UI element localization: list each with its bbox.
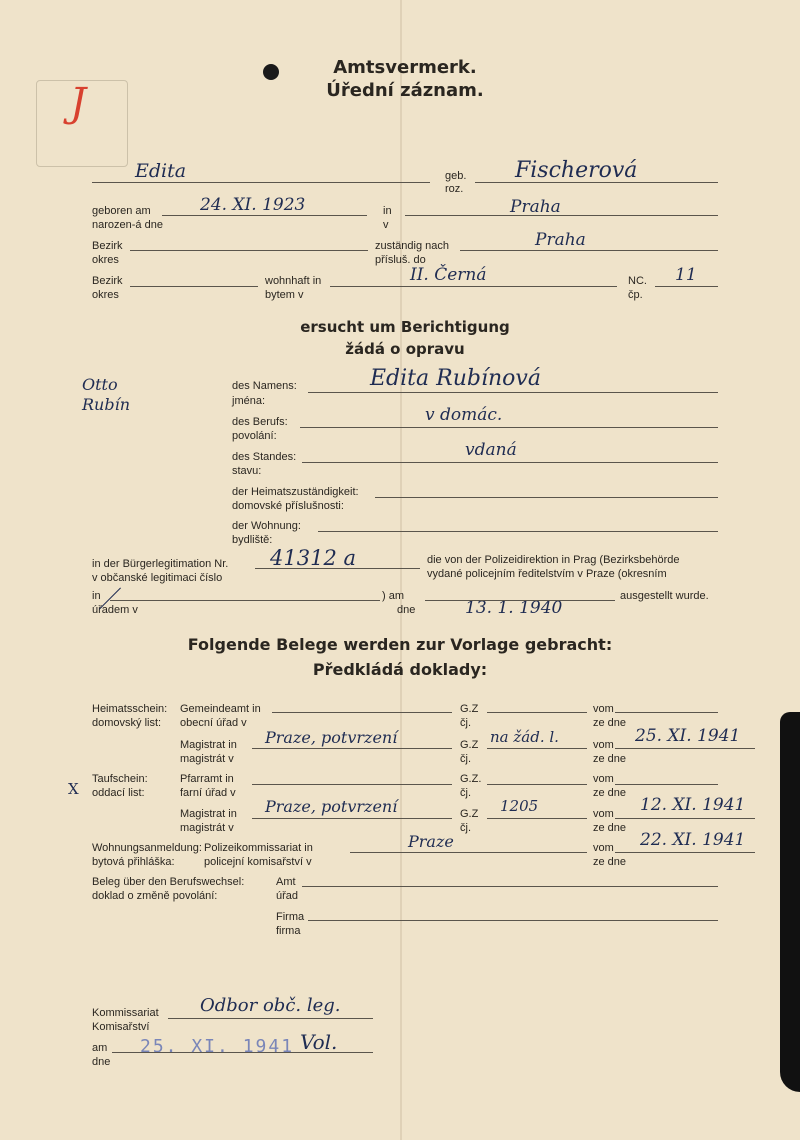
- request-heading-de: ersucht um Berichtigung: [300, 318, 510, 336]
- oddaci-label: oddací list:: [92, 787, 145, 799]
- margin-note-2: Rubín: [82, 395, 131, 414]
- occupation-line: [300, 427, 718, 428]
- ze-dne-label-2: ze dne: [593, 753, 627, 765]
- pfarramt-line: [252, 784, 452, 785]
- documents-heading-cs: Předkládá doklady:: [312, 660, 488, 679]
- gz-line-1: [487, 712, 587, 713]
- documents-heading-de: Folgende Belege werden zur Vorlage gebracht:: [187, 635, 613, 654]
- gz-line-4: [487, 818, 587, 819]
- wohnung-line: [318, 531, 718, 532]
- vom-line-2: [615, 748, 755, 749]
- wohnung-anm-label: Wohnungsanmeldung:: [92, 842, 202, 854]
- policejni-label: policejní komisařství v: [204, 856, 312, 868]
- vom-value-3: 22. XI. 1941: [640, 830, 746, 850]
- magistrat-label-cs-1: magistrát v: [180, 753, 234, 765]
- firma-label-de: Firma: [276, 911, 305, 923]
- date-stamp: 25. XI. 1941: [140, 1036, 295, 1057]
- paper-fold: [400, 0, 402, 1140]
- issued-date-value: 13. 1. 1940: [465, 598, 563, 618]
- wohnhaft-label: wohnhaft in: [265, 275, 322, 287]
- magistrat-value-2: Praze, potvrzení: [265, 797, 398, 816]
- footer-dne-label: dne: [92, 1056, 111, 1068]
- cj-label-2: čj.: [460, 753, 471, 765]
- x-mark: X: [68, 780, 79, 798]
- born-label-cs: narozen-á dne: [92, 219, 163, 231]
- legit-number-value: 41312 a: [270, 546, 356, 570]
- birth-place-value: Praha: [510, 197, 561, 217]
- komm-line: [168, 1018, 373, 1019]
- povolani-label: povolání:: [232, 430, 277, 442]
- red-letter-mark: J: [70, 80, 87, 126]
- cj-label-3: čj.: [460, 787, 471, 799]
- doklad-label: doklad o změně povolání:: [92, 890, 218, 902]
- birth-date-value: 24. XI. 1923: [200, 195, 306, 215]
- gz-label-1: G.Z: [460, 703, 479, 715]
- komm-value: Odbor obč. leg.: [200, 995, 341, 1016]
- wohnung-label: der Wohnung:: [232, 520, 301, 532]
- domicile-value: Praha: [535, 230, 586, 250]
- magistrat-line-1: [252, 748, 452, 749]
- vom-label-4: vom: [593, 808, 614, 820]
- gz-value-2: 1205: [500, 797, 539, 815]
- punch-hole-dot: [263, 64, 279, 80]
- first-name-value: Edita: [135, 160, 187, 182]
- urad-label: úřad: [276, 890, 299, 902]
- domovske-label: domovské příslušnosti:: [232, 500, 344, 512]
- legit-dne-label: dne: [397, 604, 416, 616]
- status-value: vdaná: [465, 440, 517, 460]
- amt-label: Amt: [276, 876, 296, 888]
- vom-value-2: 12. XI. 1941: [640, 795, 746, 815]
- bydliste-label: bydliště:: [232, 534, 273, 546]
- legit-number-line: [255, 568, 420, 569]
- first-name-line: [92, 182, 430, 183]
- beleg-label: Beleg über den Berufswechsel:: [92, 876, 245, 888]
- berufs-label: des Berufs:: [232, 416, 288, 428]
- legit-in-line: [110, 600, 380, 601]
- gz-line-3: [487, 784, 587, 785]
- cj-label-1: čj.: [460, 717, 471, 729]
- birth-date-line: [162, 215, 367, 216]
- domicile-line: [460, 250, 718, 251]
- cj-label-4: čj.: [460, 822, 471, 834]
- gz-line-2: [487, 748, 587, 749]
- title-german: Amtsvermerk.: [333, 57, 477, 78]
- gemeindeamt-label: Gemeindeamt in: [180, 703, 261, 715]
- vom-line-5: [615, 852, 755, 853]
- okres-label: okres: [92, 254, 119, 266]
- domovsky-label: domovský list:: [92, 717, 162, 729]
- nc-label: NC.: [628, 275, 647, 287]
- ze-dne-label-4: ze dne: [593, 822, 627, 834]
- gz-label-3: G.Z.: [460, 773, 482, 785]
- torn-edge: [780, 712, 800, 1092]
- gz-label-4: G.Z: [460, 808, 479, 820]
- magistrat-line-2: [252, 818, 452, 819]
- maiden-name-line: [475, 182, 718, 183]
- name-value: Edita Rubínová: [370, 366, 541, 391]
- residence-line: [330, 286, 617, 287]
- komm-label-cs: Komisařství: [92, 1021, 150, 1033]
- ze-dne-label-5: ze dne: [593, 856, 627, 868]
- polizei-label: Polizeikommissariat in: [204, 842, 313, 854]
- bezirk-label: Bezirk: [92, 240, 123, 252]
- bezirk-line: [130, 250, 368, 251]
- polizei-value: Praze: [408, 832, 454, 851]
- geb-label: geb.: [445, 170, 467, 182]
- amt-line: [302, 886, 718, 887]
- magistrat-value-1: Praze, potvrzení: [265, 728, 398, 747]
- firma-label-cs: firma: [276, 925, 301, 937]
- vom-value-1: 25. XI. 1941: [635, 726, 741, 746]
- gemeindeamt-line: [272, 712, 452, 713]
- bezirk2-line: [130, 286, 258, 287]
- obecni-label: obecní úřad v: [180, 717, 247, 729]
- magistrat-label-de-2: Magistrat in: [180, 808, 237, 820]
- residence-value: II. Černá: [410, 265, 487, 285]
- bytem-label: bytem v: [265, 289, 304, 301]
- status-line: [302, 462, 718, 463]
- gz-value-1: na žád. l.: [490, 728, 559, 746]
- okres2-label: okres: [92, 289, 119, 301]
- legit-label-cs: v občanské legitimaci číslo: [92, 572, 223, 584]
- taufschein-label: Taufschein:: [92, 773, 148, 785]
- jmena-label: jména:: [232, 395, 266, 407]
- heimat-label: der Heimatszuständigkeit:: [232, 486, 359, 498]
- request-heading-cs: žádá o opravu: [345, 340, 465, 358]
- footer-am-label: am: [92, 1042, 108, 1054]
- heimatschein-label: Heimatsschein:: [92, 703, 168, 715]
- roz-label: roz.: [445, 183, 464, 195]
- farni-label: farní úřad v: [180, 787, 236, 799]
- police-label-de: die von der Polizeidirektion in Prag (Bezirksbehörde: [427, 554, 680, 566]
- house-no-line: [655, 286, 718, 287]
- heimat-line: [375, 497, 718, 498]
- cp-label: čp.: [628, 289, 643, 301]
- ze-dne-label-3: ze dne: [593, 787, 627, 799]
- margin-note-1: Otto: [82, 375, 118, 394]
- vom-line-4: [615, 818, 755, 819]
- legit-am-label: ) am: [382, 590, 404, 602]
- title-czech: Úřední záznam.: [326, 80, 484, 101]
- vom-line-3: [615, 784, 718, 785]
- in-label: in: [383, 205, 392, 217]
- v-label: v: [383, 219, 389, 231]
- house-no-value: 11: [675, 265, 697, 285]
- legit-label-de: in der Bürgerlegitimation Nr.: [92, 558, 229, 570]
- signature: Vol.: [300, 1030, 338, 1054]
- police-label-cs: vydané policejním ředitelstvím v Praze (okresním: [427, 568, 667, 580]
- magistrat-label-cs-2: magistrát v: [180, 822, 234, 834]
- footer-date-line: [112, 1052, 373, 1053]
- issued-date-line: [425, 600, 615, 601]
- magistrat-label-de-1: Magistrat in: [180, 739, 237, 751]
- born-label-de: geboren am: [92, 205, 151, 217]
- polizei-line: [350, 852, 587, 853]
- firma-line: [308, 920, 718, 921]
- vom-label-1: vom: [593, 703, 614, 715]
- bezirk2-label: Bezirk: [92, 275, 123, 287]
- vom-label-2: vom: [593, 739, 614, 751]
- pfarramt-label: Pfarramt in: [180, 773, 234, 785]
- issued-label: ausgestellt wurde.: [620, 590, 709, 602]
- maiden-name-value: Fischerová: [515, 158, 638, 183]
- name-line: [308, 392, 718, 393]
- komm-label-de: Kommissariat: [92, 1007, 159, 1019]
- stavu-label: stavu:: [232, 465, 262, 477]
- legit-uradem-label: úřadem v: [92, 604, 138, 616]
- vom-line-1: [615, 712, 718, 713]
- gz-label-2: G.Z: [460, 739, 479, 751]
- prislus-label: přísluš. do: [375, 254, 426, 266]
- ze-dne-label-1: ze dne: [593, 717, 627, 729]
- vom-label-3: vom: [593, 773, 614, 785]
- birth-place-line: [405, 215, 718, 216]
- standes-label: des Standes:: [232, 451, 297, 463]
- legit-in-label: in: [92, 590, 101, 602]
- namens-label: des Namens:: [232, 380, 297, 392]
- occupation-value: v domác.: [425, 405, 503, 425]
- bytova-label: bytová přihláška:: [92, 856, 175, 868]
- vom-label-5: vom: [593, 842, 614, 854]
- zustandig-label: zuständig nach: [375, 240, 449, 252]
